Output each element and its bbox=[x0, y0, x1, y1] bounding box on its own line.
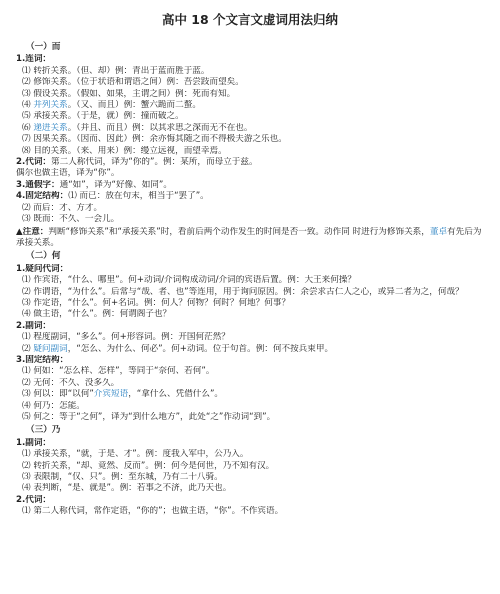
list-item bbox=[16, 472, 484, 483]
category-label: 3.通假字： bbox=[16, 179, 60, 190]
adverb-list bbox=[16, 332, 484, 355]
section-heading-er: （一）而 bbox=[26, 42, 61, 52]
category-label: 2.代词： bbox=[16, 157, 52, 168]
pronoun-list bbox=[16, 506, 484, 517]
list-item bbox=[16, 123, 484, 134]
fixed-structure-list bbox=[16, 203, 484, 226]
note-text-end: 有先后为承接关系。 bbox=[16, 226, 482, 248]
list-item-text: ⑴ 转折关系。（但、却）例：青出于蓝而胜于蓝。 bbox=[22, 65, 210, 76]
list-item bbox=[16, 461, 484, 472]
list-item-text: ⑵ bbox=[22, 343, 34, 354]
list-item bbox=[16, 89, 484, 100]
list-item bbox=[16, 275, 484, 286]
highlighted-term: 递进关系 bbox=[33, 122, 68, 133]
list-item bbox=[16, 449, 484, 460]
list-item bbox=[16, 298, 484, 309]
list-item-text: ⑶ 作定语，“什么”。何+名词。例：何人？何物？何时？何地？何事？ bbox=[22, 297, 291, 308]
category-label: 1.副词： bbox=[16, 437, 52, 448]
list-item bbox=[16, 412, 484, 423]
category-fixed-structure bbox=[16, 355, 484, 366]
list-item-text: ⑶ 表限制，“仅、只”。例：至东城，乃有二十八骑。 bbox=[22, 472, 223, 483]
list-item bbox=[16, 287, 484, 298]
tongjia-text: 通“如”，译为“好像、如同”。 bbox=[59, 179, 172, 190]
note-text: 判断“修饰关系”和“承接关系”时，看前后两个动作发生的时间是否一致。动作同 时进行为修饰关系， bbox=[48, 226, 430, 237]
list-item-text: ⑹ bbox=[22, 122, 34, 133]
category-label: 3.固定结构： bbox=[16, 354, 69, 365]
category-label: 4.固定结构： bbox=[16, 191, 69, 202]
list-item-text: ⑴ 作宾语，“什么、哪里”。何+动词/介词构成动词/介词的宾语后置。例：大王来何操？ bbox=[22, 275, 357, 286]
list-item bbox=[16, 389, 484, 400]
list-item bbox=[16, 111, 484, 122]
list-item-text: ⑺ 因果关系。（因而、因此）例：余亦悔其随之而不得极夫游之乐也。 bbox=[22, 134, 287, 145]
list-item bbox=[16, 77, 484, 88]
list-item-text: ⑵ 而后：才、方才。 bbox=[22, 202, 103, 213]
section-heading-nai: （三）乃 bbox=[26, 425, 61, 436]
list-item-text: ⑵ 转折关系，“却、竟然、反而”。例：何今是何世，乃不知有汉。 bbox=[22, 460, 275, 471]
list-item bbox=[16, 378, 484, 389]
list-item-text: ⑶ 假设关系。（假如、如果，主谓之间）例：死而有知。 bbox=[22, 88, 236, 99]
category-pronoun bbox=[16, 157, 484, 168]
category-interrogative-pronoun bbox=[16, 264, 484, 275]
list-item-text: ⑷ 何乃：怎能。 bbox=[22, 400, 85, 411]
page-title: 高中 18 个文言文虚词用法归纳 bbox=[161, 12, 339, 27]
list-item-text: ⑸ 何之：等于“之何”，译为“到什么地方”，此处“之”作动词“到”。 bbox=[22, 412, 276, 422]
list-item bbox=[16, 332, 484, 343]
fixed-structure-text: ⑴ 而已：放在句末，相当于“罢了”。 bbox=[68, 191, 209, 202]
highlighted-term: 并列关系 bbox=[33, 100, 68, 111]
list-item bbox=[16, 134, 484, 145]
list-item bbox=[16, 146, 484, 157]
list-item-text: ，“拿什么、凭借什么”。 bbox=[128, 389, 224, 400]
note-paragraph bbox=[16, 227, 484, 250]
category-conjunction bbox=[16, 54, 484, 65]
list-item-text: ⑴ 第二人称代词，常作定语，“你的”；也做主语，“你”。不作宾语。 bbox=[22, 506, 284, 517]
list-item-text: ⑷ 表判断，“是、就是”。例：若事之不济，此乃天也。 bbox=[22, 483, 232, 494]
list-item-text: ⑷ bbox=[22, 100, 34, 111]
list-item bbox=[16, 506, 484, 517]
list-item-text: ⑵ 作谓语，“为什么”。后常与“哉、者、也”等连用，用于询问原因。例：余尝求古仁人之心，或异二者为之，何哉？ bbox=[22, 286, 464, 297]
list-item-text: ⑴ 何如：“怎么样、怎样”，等同于“奈何、若何”。 bbox=[22, 366, 215, 377]
list-item-text: ⑶ 何以：即“以何” bbox=[22, 389, 94, 400]
list-item-text: ⑻ 目的关系。（来、用来）例：缦立远视，而望幸焉。 bbox=[22, 145, 227, 156]
list-item bbox=[16, 214, 484, 225]
highlighted-term: 疑问副词 bbox=[33, 343, 68, 354]
category-label: 1.连词： bbox=[16, 54, 52, 65]
list-item-text: ⑶ 既而：不久、一会儿。 bbox=[22, 214, 120, 225]
list-item bbox=[16, 344, 484, 355]
category-fixed-structure bbox=[16, 191, 484, 202]
list-item-text: ⑴ 程度副词，“多么”。何+形容词。例：开国何茫然？ bbox=[22, 332, 230, 343]
list-item-text: ⑷ 做主语，“什么”。例：何谓阁子也？ bbox=[22, 309, 172, 320]
highlighted-term: 介宾短语 bbox=[93, 389, 129, 400]
category-label: 2.代词： bbox=[16, 494, 52, 505]
category-tongjia bbox=[16, 180, 484, 191]
list-item-text: ，“怎么、为什么、何必”。何+动词。位于句首。例：何不按兵束甲。 bbox=[67, 343, 334, 354]
list-item bbox=[16, 203, 484, 214]
pronoun-text: 第二人称代词，译为“你的”。例：某所，而母立于兹。 bbox=[51, 157, 258, 168]
list-item-text: ⑵ 无何：不久、没多久。 bbox=[22, 377, 120, 388]
interrogative-pronoun-list bbox=[16, 275, 484, 321]
list-item-text: 。（又、而且）例：蟹六跪而二螯。 bbox=[67, 100, 201, 111]
category-pronoun bbox=[16, 495, 484, 506]
list-item bbox=[16, 66, 484, 77]
note-highlight: 董卓 bbox=[429, 226, 448, 237]
list-item-text: ⑸ 承接关系。（于是，就）例：撞而破之。 bbox=[22, 111, 184, 122]
list-item bbox=[16, 366, 484, 377]
list-item bbox=[16, 483, 484, 494]
category-label: 1.疑问代词： bbox=[16, 263, 69, 274]
section-heading-he: （二）何 bbox=[26, 251, 61, 262]
category-adverb bbox=[16, 321, 484, 332]
list-item-text: 。（并且、而且）例：以其求思之深而无不在也。 bbox=[67, 122, 253, 133]
category-adverb bbox=[16, 438, 484, 449]
adverb-list bbox=[16, 449, 484, 495]
conjunction-list bbox=[16, 66, 484, 157]
fixed-structure-list bbox=[16, 366, 484, 423]
list-item-text: ⑵ 修饰关系。（位于状语和谓语之间）例：吾尝跂而望矣。 bbox=[22, 77, 244, 88]
list-item bbox=[16, 401, 484, 412]
note-label: ▲注意： bbox=[16, 226, 49, 237]
list-item bbox=[16, 309, 484, 320]
list-item-text: ⑴ 承接关系，“就，于是、才”。例：度我入军中，公乃入。 bbox=[22, 449, 249, 460]
list-item bbox=[16, 100, 484, 111]
pronoun-text-line2: 偶尔也做主语，译为“你”。 bbox=[16, 168, 120, 179]
category-label: 2.副词： bbox=[16, 320, 52, 331]
